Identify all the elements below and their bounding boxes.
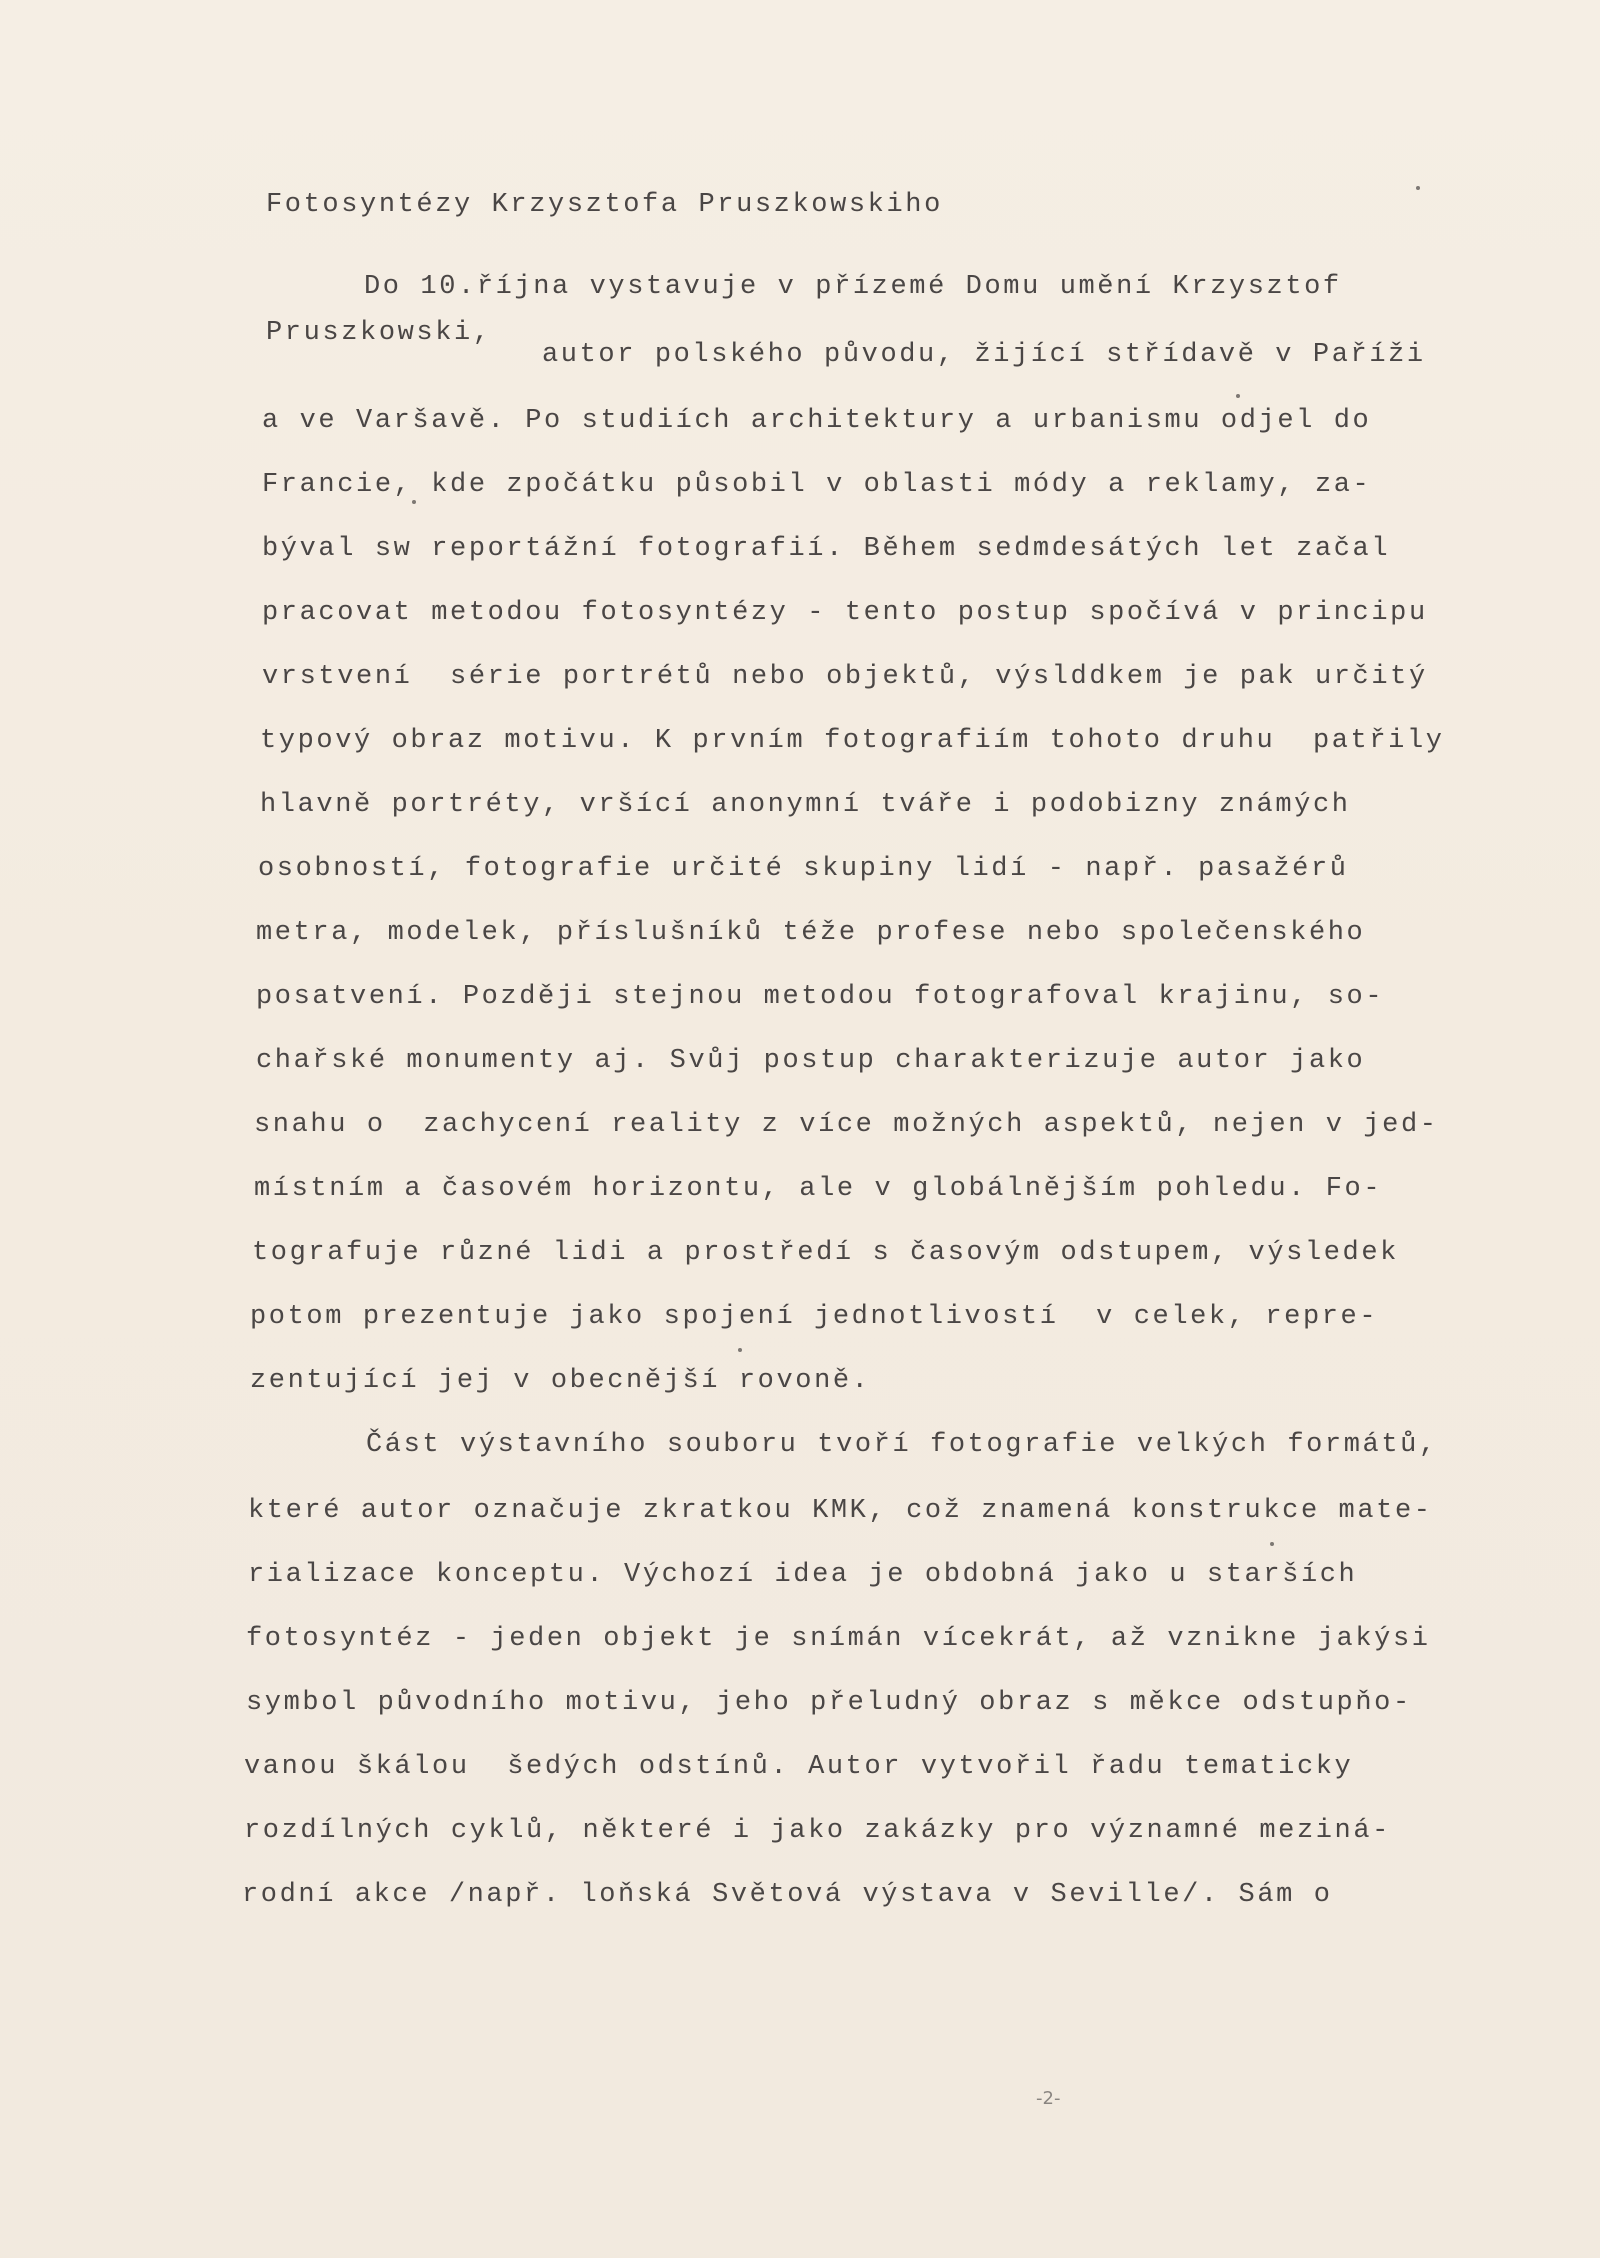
page-number: -2- — [1036, 2088, 1061, 2109]
text-line: vrstvení série portrétů nebo objektů, výslddkem je pak určitý — [262, 662, 1428, 692]
text-line: posatvení. Později stejnou metodou fotografoval krajinu, so- — [256, 982, 1385, 1012]
text-line: Francie, kde zpočátku působil v oblasti módy a reklamy, za- — [262, 470, 1372, 500]
ink-speck — [1416, 186, 1420, 190]
text-line: vanou škálou šedých odstínů. Autor vytvořil řadu tematicky — [244, 1752, 1354, 1782]
document-title: Fotosyntézy Krzysztofa Pruszkowskiho — [266, 190, 943, 220]
text-line: symbol původního motivu, jeho přeludný obraz s měkce odstupňo- — [246, 1688, 1412, 1718]
ink-speck — [738, 1348, 742, 1352]
text-line: chařské monumenty aj. Svůj postup charakterizuje autor jako — [256, 1046, 1366, 1076]
text-line: býval sw reportážní fotografií. Během sedmdesátých let začal — [262, 534, 1391, 564]
text-line: rializace konceptu. Výchozí idea je obdobná jako u starších — [248, 1560, 1358, 1590]
ink-speck — [1270, 1542, 1274, 1546]
text-line: autor polského původu, žijící střídavě v Paříži — [542, 340, 1426, 370]
text-line: snahu o zachycení reality z více možných aspektů, nejen v jed- — [254, 1110, 1439, 1140]
text-line: a ve Varšavě. Po studiích architektury a urbanismu odjel do — [262, 406, 1372, 436]
text-line: Do 10.října vystavuje v přízemé Domu umění Krzysztof — [364, 272, 1342, 302]
text-line: Část výstavního souboru tvoří fotografie velkých formátů, — [366, 1430, 1438, 1460]
text-line: zentující jej v obecnější rovoně. — [250, 1366, 871, 1396]
text-line: rodní akce /např. loňská Světová výstava v Seville/. Sám o — [242, 1880, 1333, 1910]
text-line: rozdílných cyklů, některé i jako zakázky pro významné meziná- — [244, 1816, 1391, 1846]
text-line: Pruszkowski, — [266, 318, 492, 348]
text-line: potom prezentuje jako spojení jednotlivostí v celek, repre- — [250, 1302, 1379, 1332]
text-line: tografuje různé lidi a prostředí s časovým odstupem, výsledek — [252, 1238, 1399, 1268]
text-line: místním a časovém horizontu, ale v globálnějším pohledu. Fo- — [254, 1174, 1383, 1204]
ink-speck — [412, 500, 416, 504]
ink-speck — [1236, 394, 1240, 398]
text-line: které autor označuje zkratkou KMK, což znamená konstrukce mate- — [248, 1496, 1433, 1526]
text-line: pracovat metodou fotosyntézy - tento postup spočívá v principu — [262, 598, 1428, 628]
text-line: typový obraz motivu. K prvním fotografiím tohoto druhu patřily — [260, 726, 1445, 756]
text-line: fotosyntéz - jeden objekt je snímán vícekrát, až vznikne jakýsi — [246, 1624, 1431, 1654]
text-line: osobností, fotografie určité skupiny lidí - např. pasažérů — [258, 854, 1349, 884]
text-line: hlavně portréty, vršící anonymní tváře i podobizny známých — [260, 790, 1351, 820]
text-line: metra, modelek, příslušníků téže profese nebo společenského — [256, 918, 1366, 948]
